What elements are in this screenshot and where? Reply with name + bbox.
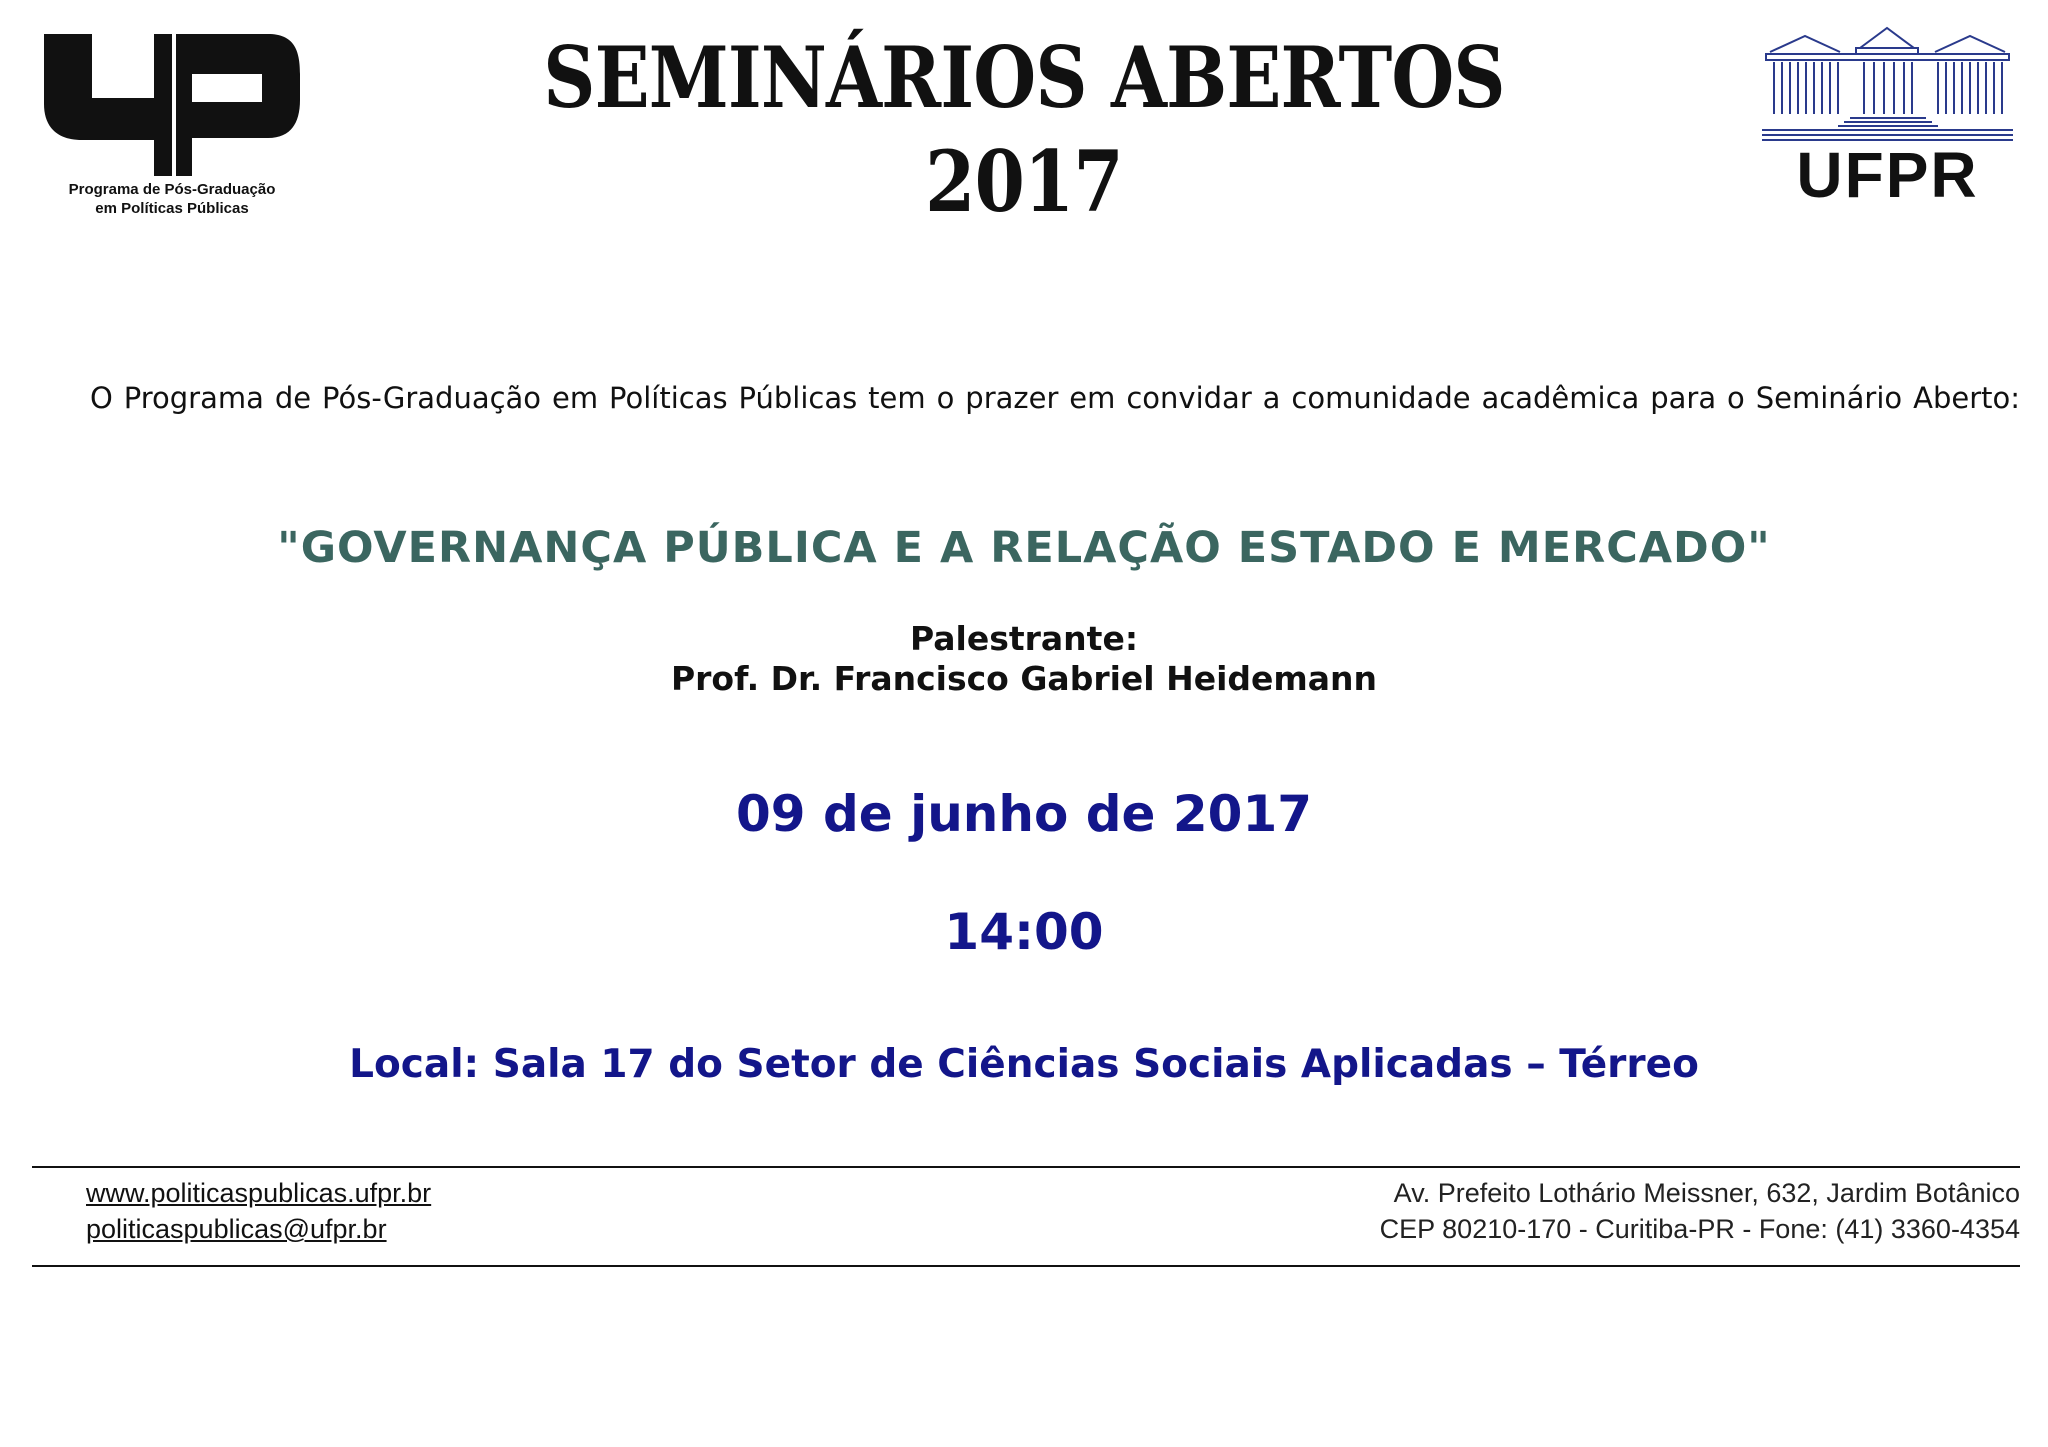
page-title-line2: 2017 bbox=[925, 132, 1123, 231]
speaker-label: Palestrante: bbox=[909, 619, 1139, 658]
university-logo-text: UFPR bbox=[1796, 139, 1979, 211]
footer-contact-links bbox=[86, 1175, 431, 1247]
program-logo-caption-line1: Programa de Pós-Graduação bbox=[68, 181, 276, 198]
university-building-icon bbox=[1760, 22, 2015, 142]
footer-address bbox=[1380, 1175, 2020, 1247]
email-link[interactable]: politicaspublicas@ufpr.br bbox=[86, 1214, 387, 1244]
website-link[interactable]: www.politicaspublicas.ufpr.br bbox=[86, 1178, 432, 1208]
program-logo-caption-line2: em Políticas Públicas bbox=[95, 200, 249, 217]
footer-divider-top bbox=[32, 1166, 2020, 1168]
page-title-line1: SEMINÁRIOS ABERTOS bbox=[543, 28, 1505, 127]
speaker-name: Prof. Dr. Francisco Gabriel Heidemann bbox=[670, 659, 1378, 698]
event-date: 09 de junho de 2017 bbox=[735, 785, 1313, 843]
university-logo bbox=[1760, 22, 2015, 212]
intro-text: O Programa de Pós-Graduação em Políticas Públicas tem o prazer em convidar a comunidade acadêmica para o Seminário Aberto: bbox=[90, 381, 2020, 415]
event-venue: Local: Sala 17 do Setor de Ciências Sociais Aplicadas – Térreo bbox=[349, 1042, 1699, 1087]
address-line2: CEP 80210-170 - Curitiba-PR - Fone: (41) 3360-4354 bbox=[1379, 1214, 2020, 1244]
seminar-title: "GOVERNANÇA PÚBLICA E A RELAÇÃO ESTADO E MERCADO" bbox=[277, 523, 1771, 573]
event-time: 14:00 bbox=[944, 903, 1104, 961]
address-line1: Av. Prefeito Lothário Meissner, 632, Jardim Botânico bbox=[1393, 1178, 2020, 1208]
footer-divider-bottom bbox=[32, 1265, 2020, 1267]
page-title bbox=[143, 26, 1904, 234]
